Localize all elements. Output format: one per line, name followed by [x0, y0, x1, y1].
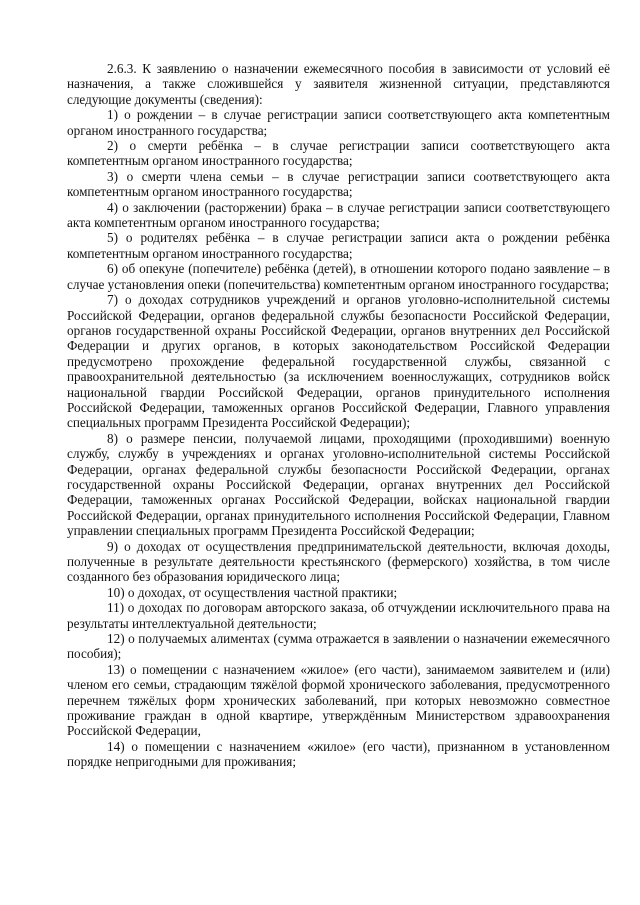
list-item-11: 11) о доходах по договорам авторского заказа, об отчуждении исключительного права на результаты интеллектуальной деятельности; [67, 600, 610, 631]
list-item-13: 13) о помещении с назначением «жилое» (его части), занимаемом заявителем и (или) членом его семьи, страдающим тяжёлой формой хронического заболевания, предусмотренного перечнем тяжёлых форм хронических заболеваний, при которых невозможно совместное проживание граждан в одной квартире, утверждённым Министерством здравоохранения Российской Федерации, [67, 661, 610, 739]
list-item-6: 6) об опекуне (попечителе) ребёнка (детей), в отношении которого подано заявление – в случае установления опеки (попечительства) компетентным органом иностранного государства; [67, 261, 610, 292]
list-item-5: 5) о родителях ребёнка – в случае регистрации записи акта о рождении ребёнка компетентным органом иностранного государства; [67, 230, 610, 261]
list-item-10: 10) о доходах, от осуществления частной практики; [107, 584, 398, 600]
list-item-8: 8) о размере пенсии, получаемой лицами, проходящими (проходившими) военную службу, службу в учреждениях и органах уголовно-исполнительной системы Российской Федерации, органах федеральной службы безопасности Российской Федерации, органах государственной охраны Российской Федерации, органах внутренних дел Российской Федерации, таможенных органах Российской Федерации, войсках национальной гвардии Российской Федерации, органах принудительного исполнения Российской Федерации, Главном управлении специальных программ Президента Российской Федерации; [67, 430, 610, 539]
list-item-9: 9) о доходах от осуществления предпринимательской деятельности, включая доходы, полученные в результате деятельности крестьянского (фермерского) хозяйства, в том числе созданного без образования юридического лица; [67, 538, 610, 585]
list-item-2: 2) о смерти ребёнка – в случае регистрации записи соответствующего акта компетентным органом иностранного государства; [67, 138, 610, 169]
list-item-4: 4) о заключении (расторжении) брака – в случае регистрации записи соответствующего акта компетентным органом иностранного государства; [67, 199, 610, 231]
list-item-3: 3) о смерти члена семьи – в случае регистрации записи соответствующего акта компетентным органом иностранного государства; [67, 168, 610, 200]
list-item-14: 14) о помещении с назначением «жилое» (его части), признанном в установленном порядке непригодными для проживания; [67, 738, 610, 770]
list-item-1: 1) о рождении – в случае регистрации записи соответствующего акта компетентным органом иностранного государства; [67, 107, 610, 138]
list-item-12: 12) о получаемых алиментах (сумма отражается в заявлении о назначении ежемесячного пособия); [67, 631, 610, 662]
section-2-6-3-intro: 2.6.3. К заявлению о назначении ежемесячного пособия в зависимости от условий её назначения, а также сложившейся у заявителя жизненной ситуации, представляются следующие документы (сведения): [67, 61, 610, 107]
list-item-7: 7) о доходах сотрудников учреждений и органов уголовно-исполнительной системы Российской Федерации, органов федеральной службы безопасности Российской Федерации, органов государственной охраны Российской Федерации, органов внутренних дел Российской Федерации и других органов, в которых законодательством Российской Федерации предусмотрено прохождение федеральной государственной службы, связанной с правоохранительной деятельностью (за исключением военнослужащих, сотрудников войск национальной гвардии Российской Федерации, органов принудительного исполнения Российской Федерации, таможенных органов Российской Федерации, Главного управления специальных программ Президента Российской Федерации); [67, 292, 610, 431]
